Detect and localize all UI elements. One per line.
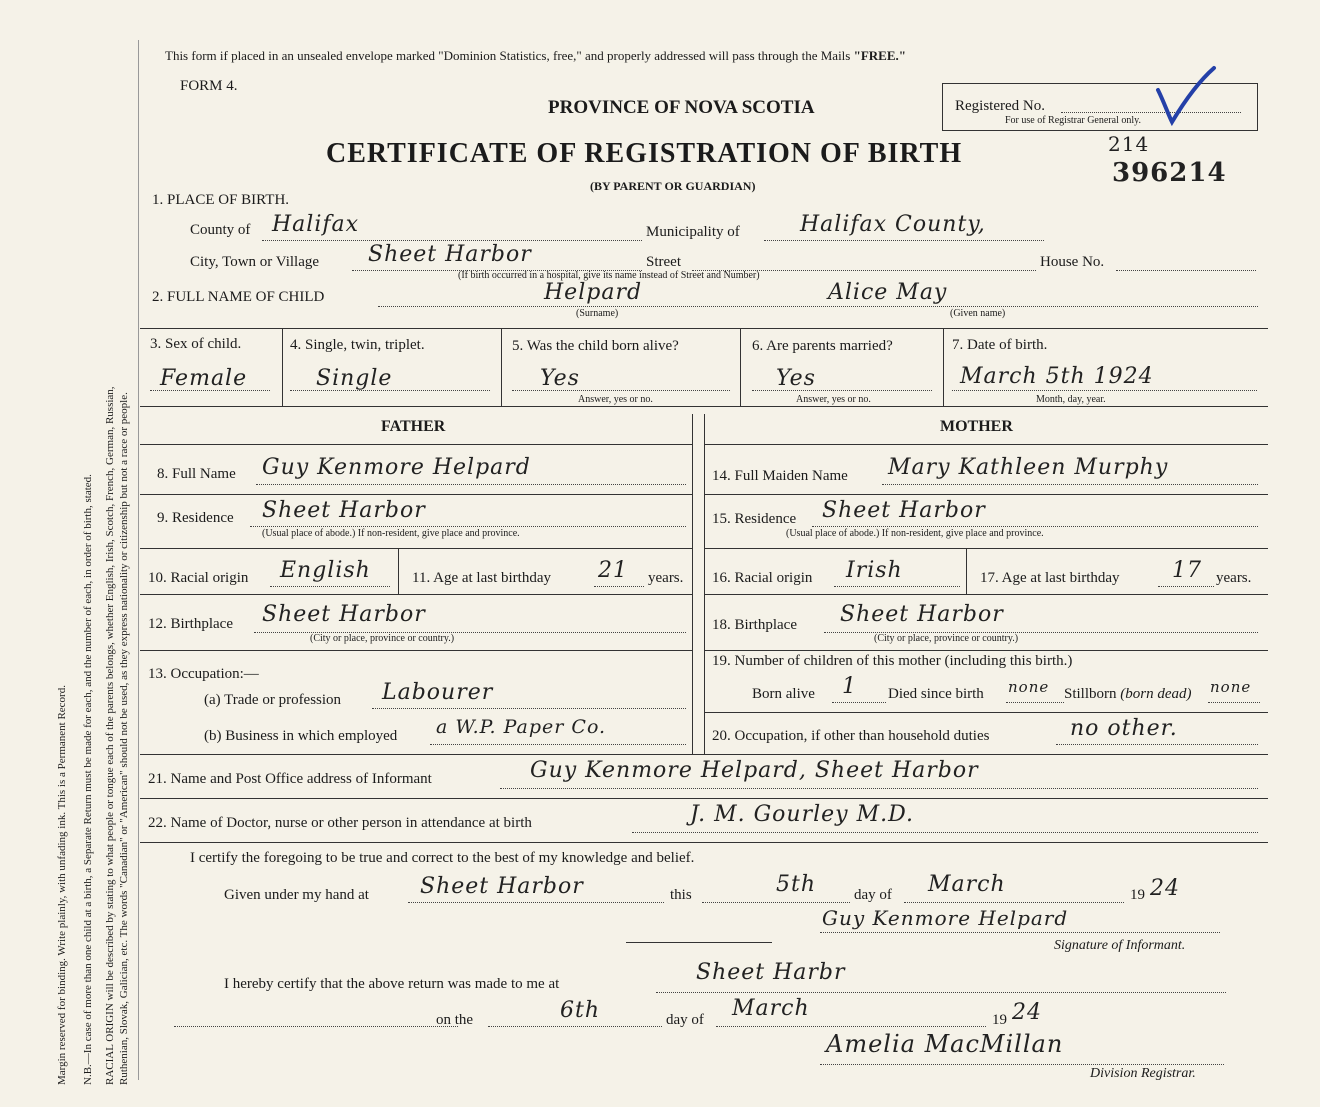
father-occupation-label: 13. Occupation:—: [148, 666, 259, 682]
father-business-label: (b) Business in which employed: [204, 728, 398, 744]
registrar-year-suffix: 24: [1012, 1000, 1042, 1025]
given-under-label: Given under my hand at: [224, 887, 369, 903]
mail-notice: [165, 48, 906, 64]
multiple-label: 4. Single, twin, triplet.: [290, 337, 425, 353]
father-age-value: 21: [598, 558, 628, 583]
father-years: years.: [648, 570, 684, 586]
birth-date-value: March 5th 1924: [960, 364, 1154, 389]
city-label: City, Town or Village: [190, 254, 320, 270]
father-residence-label: 9. Residence: [157, 510, 234, 526]
certify-day: 5th: [776, 872, 817, 897]
mail-notice-text: This form if placed in an unsealed envelope marked "Dominion Statistics, free," and properly addressed will pass through the Mails: [165, 48, 854, 63]
father-business-value: a W.P. Paper Co.: [436, 716, 607, 738]
born-alive-value: Yes: [540, 366, 580, 391]
province-title: PROVINCE OF NOVA SCOTIA: [548, 97, 815, 118]
father-race-label: 10. Racial origin: [148, 570, 249, 586]
father-heading: FATHER: [381, 418, 446, 435]
certify-day-of: day of: [854, 887, 892, 903]
married-note: Answer, yes or no.: [796, 394, 871, 405]
certify-this: this: [670, 887, 692, 903]
doctor-label: 22. Name of Doctor, nurse or other person in attendance at birth: [148, 815, 532, 831]
multiple-value: Single: [316, 366, 393, 391]
child-name-label: 2. FULL NAME OF CHILD: [152, 289, 325, 305]
mother-residence-note: (Usual place of abode.) If non-resident, give place and province.: [786, 528, 1044, 539]
father-residence-note: (Usual place of abode.) If non-resident, give place and province.: [262, 528, 520, 539]
registrar-year: [992, 1012, 1007, 1029]
father-birthplace-note: (City or place, province or country.): [310, 633, 455, 644]
father-trade-value: Labourer: [382, 680, 494, 705]
registrar-month: March: [732, 996, 810, 1021]
informant-signature: Guy Kenmore Helpard: [822, 906, 1069, 930]
mother-age-value: 17: [1172, 558, 1202, 583]
father-birthplace-value: Sheet Harbor: [262, 602, 426, 627]
father-age-label: 11. Age at last birthday: [412, 570, 551, 586]
stillborn-note: (born dead): [1120, 686, 1192, 702]
certify-year: [1130, 887, 1145, 904]
rule-row3-top: [140, 328, 1268, 329]
child-surname: Helpard: [544, 280, 643, 305]
margin-note-3: RACIAL ORIGIN will be described by stating to what people or tongue each of the parents belongs, whether English, Irish, Scotch, French, German, Russian,: [104, 386, 116, 1085]
mother-residence-label: 15. Residence: [712, 511, 797, 527]
registration-number: 396214: [1112, 158, 1227, 188]
registrar-day-of: day of: [666, 1012, 704, 1028]
stillborn-count: none: [1210, 678, 1252, 696]
registration-number-small: 214: [1108, 132, 1150, 156]
street-label: Street: [646, 254, 681, 270]
birth-date-note: Month, day, year.: [1036, 394, 1106, 405]
registrar-year-prefix: 19: [992, 1012, 1007, 1028]
mother-years: years.: [1216, 570, 1252, 586]
mother-birthplace-note: (City or place, province or country.): [874, 633, 1019, 644]
child-given-name: Alice May: [828, 280, 948, 305]
mother-age-label: 17. Age at last birthday: [980, 570, 1120, 586]
margin-note-1: Margin reserved for binding. Write plainly, with unfading ink. This is a Permanent Record.: [56, 685, 68, 1085]
sex-value: Female: [160, 366, 248, 391]
certify-place: Sheet Harbor: [420, 874, 584, 899]
mother-children-label: 19. Number of children of this mother (including this birth.): [712, 653, 1073, 669]
county-value: Halifax: [272, 212, 360, 237]
margin-note-4: Ruthenian, Slovak, Galician, etc. The words "Canadian" or "American" should not be used, as they express nationality or citizenship but not a race or people.: [118, 392, 130, 1085]
place-heading: 1. PLACE OF BIRTH.: [152, 192, 290, 208]
mother-occupation-value: no other.: [1070, 716, 1178, 741]
stillborn-label: [1064, 686, 1192, 703]
municipality-label: Municipality of: [646, 224, 740, 240]
mother-race-value: Irish: [846, 558, 903, 583]
married-label: 6. Are parents married?: [752, 338, 893, 354]
mother-name-value: Mary Kathleen Murphy: [888, 455, 1169, 480]
registrar-signature: Amelia MacMillan: [826, 1030, 1064, 1058]
rule-row3-bottom: [140, 406, 1268, 407]
birth-date-label: 7. Date of birth.: [952, 337, 1048, 353]
certificate-subtitle: (BY PARENT OR GUARDIAN): [590, 179, 756, 193]
registrar-statement: I hereby certify that the above return was made to me at: [224, 976, 560, 992]
certificate-title: CERTIFICATE OF REGISTRATION OF BIRTH: [326, 138, 963, 169]
informant-value: Guy Kenmore Helpard, Sheet Harbor: [530, 758, 979, 783]
father-birthplace-label: 12. Birthplace: [148, 616, 233, 632]
father-name-label: 8. Full Name: [157, 466, 236, 482]
registrar-day: 6th: [560, 998, 601, 1023]
informant-signature-label: Signature of Informant.: [1054, 938, 1186, 953]
informant-label: 21. Name and Post Office address of Informant: [148, 771, 432, 787]
form-number: FORM 4.: [180, 78, 238, 94]
father-race-value: English: [280, 558, 371, 583]
certify-year-suffix: 24: [1150, 876, 1180, 901]
registrar-place: Sheet Harbr: [696, 960, 846, 985]
sex-label: 3. Sex of child.: [150, 336, 242, 352]
registrar-note: For use of Registrar General only.: [1005, 115, 1141, 126]
mother-birthplace-value: Sheet Harbor: [840, 602, 1004, 627]
hospital-note: (If birth occurred in a hospital, give its name instead of Street and Number): [458, 270, 760, 281]
doctor-value: J. M. Gourley M.D.: [690, 802, 914, 827]
mother-birthplace-label: 18. Birthplace: [712, 617, 797, 633]
registrar-on-the: on the: [436, 1012, 474, 1028]
certify-year-prefix: 19: [1130, 887, 1145, 903]
column-divider-left: [692, 414, 693, 754]
certify-statement: I certify the foregoing to be true and correct to the best of my knowledge and belief.: [190, 850, 695, 866]
city-value: Sheet Harbor: [368, 242, 532, 267]
born-alive-count: 1: [842, 674, 857, 699]
registered-label: Registered No.: [955, 98, 1045, 114]
mother-race-label: 16. Racial origin: [712, 570, 813, 586]
surname-note: (Surname): [576, 308, 619, 319]
father-name-value: Guy Kenmore Helpard: [262, 455, 531, 480]
stillborn-text: Stillborn: [1064, 686, 1117, 702]
given-name-note: (Given name): [950, 308, 1006, 319]
column-divider-right: [704, 414, 705, 754]
municipality-value: Halifax County,: [800, 212, 986, 237]
born-alive-label: 5. Was the child born alive?: [512, 338, 679, 354]
died-count: none: [1008, 678, 1050, 696]
married-value: Yes: [776, 366, 816, 391]
mail-notice-free: "FREE.": [853, 48, 906, 63]
mother-heading: MOTHER: [940, 418, 1013, 435]
certify-month: March: [928, 872, 1006, 897]
died-label: Died since birth: [888, 686, 984, 702]
father-trade-label: (a) Trade or profession: [204, 692, 342, 708]
mother-name-label: 14. Full Maiden Name: [712, 468, 848, 484]
mother-residence-value: Sheet Harbor: [822, 498, 986, 523]
father-residence-value: Sheet Harbor: [262, 498, 426, 523]
house-label: House No.: [1040, 254, 1105, 270]
mother-occupation-label: 20. Occupation, if other than household duties: [712, 728, 990, 744]
born-alive-count-label: Born alive: [752, 686, 815, 702]
margin-note-2: N.B.—In case of more than one child at a birth, a Separate Return must be made for each, and the number of each, in order of birth, stated.: [82, 474, 94, 1085]
county-label: County of: [190, 222, 251, 238]
born-alive-note: Answer, yes or no.: [578, 394, 653, 405]
checkmark-icon: [1150, 62, 1220, 132]
margin-rule: [138, 40, 139, 1080]
division-registrar-label: Division Registrar.: [1090, 1066, 1196, 1081]
